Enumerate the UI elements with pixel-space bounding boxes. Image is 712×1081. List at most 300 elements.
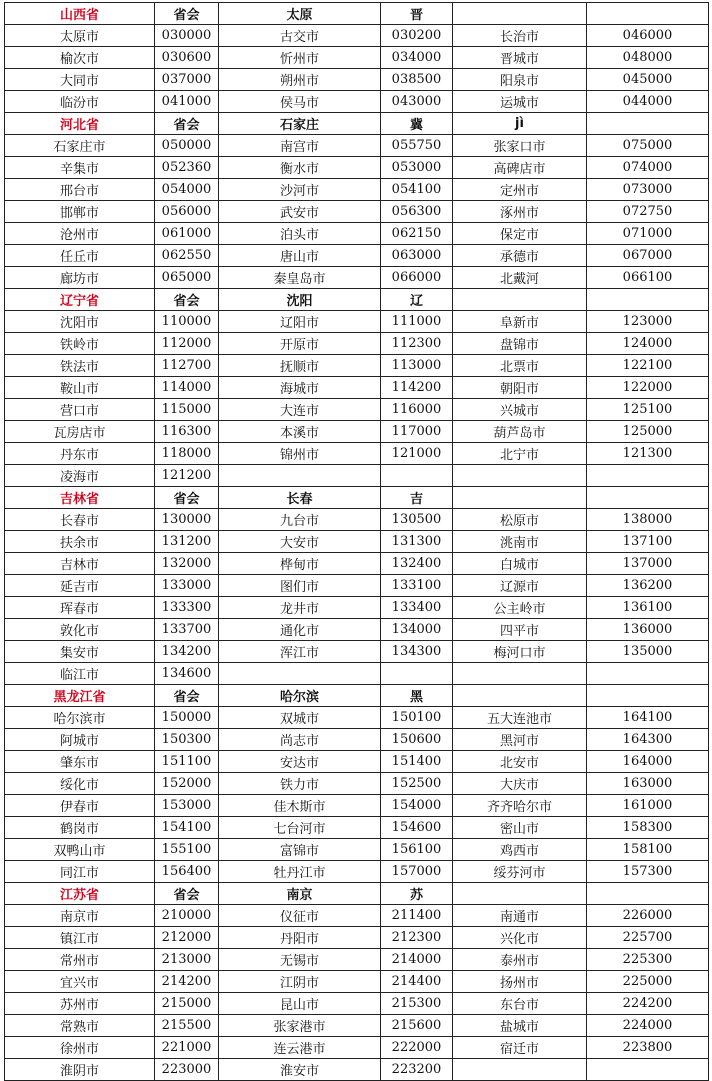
postal-code-cell: 055750 [381,135,453,157]
postal-code-cell: 041000 [155,91,219,113]
postal-code-cell: 030600 [155,47,219,69]
city-name-cell: 尚志市 [219,729,381,751]
city-name-cell: 仪征市 [219,905,381,927]
city-name-cell: 宿迁市 [453,1037,587,1059]
abbreviation-pinyin [453,487,587,509]
table-row [5,905,709,927]
postal-code-cell: 066000 [381,267,453,289]
city-name-cell: 白城市 [453,553,587,575]
postal-code-cell: 114000 [155,377,219,399]
postal-code-cell: 116300 [155,421,219,443]
city-name-cell: 秦皇岛市 [219,267,381,289]
city-name-cell: 泊头市 [219,223,381,245]
city-name-cell: 运城市 [453,91,587,113]
postal-code-cell: 164100 [587,707,709,729]
capital-name: 石家庄 [219,113,381,135]
city-name-cell: 肇东市 [5,751,155,773]
table-row [5,597,709,619]
postal-code-cell: 046000 [587,25,709,47]
province-header-row [5,883,709,905]
abbreviation-pinyin [453,883,587,905]
postal-code-cell: 161000 [587,795,709,817]
city-name-cell: 沧州市 [5,223,155,245]
city-name-cell: 浑江市 [219,641,381,663]
city-name-cell: 齐齐哈尔市 [453,795,587,817]
city-name-cell: 大安市 [219,531,381,553]
postal-code-cell: 113000 [381,355,453,377]
postal-code-cell: 212000 [155,927,219,949]
city-name-cell: 侯马市 [219,91,381,113]
province-abbreviation: 黑 [381,685,453,707]
postal-code-cell: 056000 [155,201,219,223]
city-name-cell: 徐州市 [5,1037,155,1059]
table-row [5,311,709,333]
city-name-cell: 图们市 [219,575,381,597]
postal-code-cell: 157300 [587,861,709,883]
city-name-cell: 葫芦岛市 [453,421,587,443]
postal-code-cell: 056300 [381,201,453,223]
postal-code-cell: 215500 [155,1015,219,1037]
capital-label: 省会 [155,113,219,135]
city-name-cell: 梅河口市 [453,641,587,663]
table-row [5,399,709,421]
province-name: 辽宁省 [5,289,155,311]
postal-code-cell: 224000 [587,1015,709,1037]
postal-code-cell: 074000 [587,157,709,179]
postal-code-cell: 157000 [381,861,453,883]
city-name-cell: 七台河市 [219,817,381,839]
postal-code-cell: 150600 [381,729,453,751]
capital-label: 省会 [155,3,219,25]
city-name-cell: 榆次市 [5,47,155,69]
postal-code-cell: 117000 [381,421,453,443]
city-name-cell: 凌海市 [5,465,155,487]
city-name-cell: 公主岭市 [453,597,587,619]
table-row [5,509,709,531]
postal-code-cell: 223000 [155,1059,219,1081]
postal-code-cell: 221000 [155,1037,219,1059]
table-row [5,443,709,465]
table-row [5,839,709,861]
postal-code-cell: 075000 [587,135,709,157]
city-name-cell: 鸡西市 [453,839,587,861]
city-name-cell: 北安市 [453,751,587,773]
postal-code-cell: 110000 [155,311,219,333]
postal-code-cell: 150000 [155,707,219,729]
capital-name: 太原 [219,3,381,25]
postal-code-cell: 211400 [381,905,453,927]
postal-code-cell: 112000 [155,333,219,355]
city-name-cell: 阜新市 [453,311,587,333]
province-header-row [5,113,709,135]
postal-code-cell: 156100 [381,839,453,861]
city-name-cell: 涿州市 [453,201,587,223]
city-name-cell: 牡丹江市 [219,861,381,883]
city-name-cell: 安达市 [219,751,381,773]
city-name-cell: 瓦房店市 [5,421,155,443]
table-row [5,707,709,729]
postal-code-cell: 121000 [381,443,453,465]
city-name-cell: 南宫市 [219,135,381,157]
table-row [5,553,709,575]
city-name-cell: 临江市 [5,663,155,685]
province-name: 江苏省 [5,883,155,905]
postal-code-cell: 154000 [381,795,453,817]
city-name-cell: 海城市 [219,377,381,399]
city-name-cell: 大同市 [5,69,155,91]
table-row [5,25,709,47]
postal-code-cell: 131200 [155,531,219,553]
postal-code-cell: 044000 [587,91,709,113]
table-row [5,993,709,1015]
city-name-cell: 扶余市 [5,531,155,553]
postal-code-cell: 134600 [155,663,219,685]
postal-code-cell: 155100 [155,839,219,861]
city-name-cell: 廊坊市 [5,267,155,289]
empty-cell [587,487,709,509]
city-name-cell: 承德市 [453,245,587,267]
postal-code-cell: 137100 [587,531,709,553]
postal-code-cell: 050000 [155,135,219,157]
city-name-cell: 龙井市 [219,597,381,619]
postal-code-cell: 135000 [587,641,709,663]
postal-code-cell: 133100 [381,575,453,597]
city-name-cell: 大庆市 [453,773,587,795]
postal-code-cell: 163000 [587,773,709,795]
city-name-cell: 哈尔滨市 [5,707,155,729]
city-name-cell: 长春市 [5,509,155,531]
capital-name: 南京 [219,883,381,905]
city-name-cell: 南京市 [5,905,155,927]
city-name-cell: 昆山市 [219,993,381,1015]
province-header-row [5,289,709,311]
city-name-cell: 铁法市 [5,355,155,377]
city-name-cell: 沈阳市 [5,311,155,333]
city-name-cell: 洮南市 [453,531,587,553]
postal-code-cell: 214400 [381,971,453,993]
postal-code-cell: 053000 [381,157,453,179]
postal-code-cell: 214000 [381,949,453,971]
postal-code-table [4,2,709,1081]
postal-code-cell: 134200 [155,641,219,663]
city-name-cell: 江阴市 [219,971,381,993]
postal-code-cell: 212300 [381,927,453,949]
province-abbreviation: 晋 [381,3,453,25]
city-name-cell: 北宁市 [453,443,587,465]
postal-code-cell: 071000 [587,223,709,245]
city-name-cell: 定州市 [453,179,587,201]
city-name-cell: 盐城市 [453,1015,587,1037]
postal-code-cell: 153000 [155,795,219,817]
postal-code-cell: 062550 [155,245,219,267]
postal-code-cell: 131300 [381,531,453,553]
table-row [5,377,709,399]
postal-code-cell: 136100 [587,597,709,619]
postal-code-cell: 137000 [587,553,709,575]
postal-code-cell: 072750 [587,201,709,223]
postal-code-cell: 138000 [587,509,709,531]
city-name-cell: 古交市 [219,25,381,47]
table-row [5,1037,709,1059]
empty-cell [587,883,709,905]
city-name-cell: 鹤岗市 [5,817,155,839]
postal-code-cell: 125100 [587,399,709,421]
city-name-cell: 临汾市 [5,91,155,113]
city-name-cell: 四平市 [453,619,587,641]
city-name-cell: 镇江市 [5,927,155,949]
postal-code-cell: 225300 [587,949,709,971]
city-name-cell: 石家庄市 [5,135,155,157]
postal-code-cell: 226000 [587,905,709,927]
postal-code-cell: 067000 [587,245,709,267]
table-row [5,47,709,69]
postal-code-cell: 112300 [381,333,453,355]
empty-cell [587,3,709,25]
city-name-cell: 泰州市 [453,949,587,971]
postal-code-cell: 122000 [587,377,709,399]
city-name-cell: 张家港市 [219,1015,381,1037]
postal-code-cell: 225700 [587,927,709,949]
abbreviation-pinyin [453,3,587,25]
city-name-cell: 本溪市 [219,421,381,443]
postal-code-cell: 222000 [381,1037,453,1059]
city-name-cell: 常州市 [5,949,155,971]
province-header-row [5,3,709,25]
city-name-cell: 晋城市 [453,47,587,69]
postal-code-cell: 158300 [587,817,709,839]
city-name-cell: 兴城市 [453,399,587,421]
abbreviation-pinyin [453,289,587,311]
capital-name: 哈尔滨 [219,685,381,707]
city-name-cell: 丹东市 [5,443,155,465]
postal-code-cell: 215600 [381,1015,453,1037]
table-row [5,861,709,883]
postal-code-cell: 111000 [381,311,453,333]
city-name-cell: 张家口市 [453,135,587,157]
table-row [5,179,709,201]
city-name-cell: 淮安市 [219,1059,381,1081]
postal-code-cell: 061000 [155,223,219,245]
capital-label: 省会 [155,685,219,707]
table-row [5,641,709,663]
postal-code-cell: 054000 [155,179,219,201]
postal-code-cell: 030000 [155,25,219,47]
postal-code-cell: 134300 [381,641,453,663]
city-name-cell [219,465,381,487]
province-name: 吉林省 [5,487,155,509]
postal-code-cell: 223200 [381,1059,453,1081]
postal-code-cell: 213000 [155,949,219,971]
postal-code-cell: 215000 [155,993,219,1015]
postal-code-cell: 151100 [155,751,219,773]
postal-code-cell: 112700 [155,355,219,377]
city-name-cell: 沙河市 [219,179,381,201]
postal-code-cell: 116000 [381,399,453,421]
postal-code-cell: 136000 [587,619,709,641]
capital-name: 长春 [219,487,381,509]
postal-code-cell: 152000 [155,773,219,795]
postal-code-cell: 150100 [381,707,453,729]
postal-code-cell: 223800 [587,1037,709,1059]
table-row [5,531,709,553]
postal-code-cell [587,663,709,685]
table-row [5,421,709,443]
province-header-row [5,487,709,509]
city-name-cell: 阿城市 [5,729,155,751]
city-name-cell: 松原市 [453,509,587,531]
city-name-cell: 营口市 [5,399,155,421]
city-name-cell: 任丘市 [5,245,155,267]
table-row [5,949,709,971]
postal-code-cell: 210000 [155,905,219,927]
city-name-cell: 大连市 [219,399,381,421]
table-row [5,355,709,377]
postal-code-cell: 164300 [587,729,709,751]
city-name-cell: 朔州市 [219,69,381,91]
table-row [5,245,709,267]
table-row [5,267,709,289]
province-abbreviation: 苏 [381,883,453,905]
city-name-cell: 淮阴市 [5,1059,155,1081]
table-row [5,773,709,795]
postal-code-cell: 132400 [381,553,453,575]
table-row [5,223,709,245]
empty-cell [587,685,709,707]
postal-code-cell: 215300 [381,993,453,1015]
postal-code-cell: 133300 [155,597,219,619]
city-name-cell: 桦甸市 [219,553,381,575]
city-name-cell: 抚顺市 [219,355,381,377]
province-abbreviation: 冀 [381,113,453,135]
postal-code-cell: 124000 [587,333,709,355]
city-name-cell: 北票市 [453,355,587,377]
postal-code-cell: 152500 [381,773,453,795]
table-row [5,465,709,487]
postal-code-cell: 156400 [155,861,219,883]
city-name-cell: 忻州市 [219,47,381,69]
postal-code-cell: 037000 [155,69,219,91]
table-row [5,663,709,685]
city-name-cell: 高碑店市 [453,157,587,179]
abbreviation-pinyin: jì [453,113,587,135]
city-name-cell: 武安市 [219,201,381,223]
table-row [5,333,709,355]
postal-code-cell: 133000 [155,575,219,597]
city-name-cell: 唐山市 [219,245,381,267]
city-name-cell: 辛集市 [5,157,155,179]
postal-code-cell: 158100 [587,839,709,861]
city-name-cell: 盘锦市 [453,333,587,355]
city-name-cell: 邢台市 [5,179,155,201]
postal-code-cell: 225000 [587,971,709,993]
province-abbreviation: 辽 [381,289,453,311]
city-name-cell: 铁力市 [219,773,381,795]
city-name-cell: 宜兴市 [5,971,155,993]
table-row [5,135,709,157]
city-name-cell: 常熟市 [5,1015,155,1037]
postal-code-cell: 043000 [381,91,453,113]
table-row [5,971,709,993]
city-name-cell: 辽源市 [453,575,587,597]
postal-code-cell: 038500 [381,69,453,91]
table-row [5,157,709,179]
table-row [5,751,709,773]
city-name-cell: 黑河市 [453,729,587,751]
city-name-cell: 绥芬河市 [453,861,587,883]
city-name-cell: 双鸭山市 [5,839,155,861]
city-name-cell: 兴化市 [453,927,587,949]
empty-cell [587,289,709,311]
postal-code-cell: 123000 [587,311,709,333]
table-row [5,817,709,839]
postal-code-cell: 030200 [381,25,453,47]
city-name-cell: 九台市 [219,509,381,531]
capital-name: 沈阳 [219,289,381,311]
postal-code-cell: 125000 [587,421,709,443]
postal-code-cell: 134000 [381,619,453,641]
city-name-cell: 通化市 [219,619,381,641]
city-name-cell: 太原市 [5,25,155,47]
postal-code-cell: 034000 [381,47,453,69]
city-name-cell: 鞍山市 [5,377,155,399]
province-header-row [5,685,709,707]
province-name: 山西省 [5,3,155,25]
postal-code-cell: 065000 [155,267,219,289]
postal-code-cell [381,465,453,487]
postal-code-cell: 114200 [381,377,453,399]
province-abbreviation: 吉 [381,487,453,509]
postal-code-cell: 118000 [155,443,219,465]
postal-code-cell: 052360 [155,157,219,179]
city-name-cell: 苏州市 [5,993,155,1015]
province-name: 黑龙江省 [5,685,155,707]
city-name-cell: 佳木斯市 [219,795,381,817]
city-name-cell: 集安市 [5,641,155,663]
city-name-cell [453,465,587,487]
city-name-cell: 密山市 [453,817,587,839]
city-name-cell: 辽阳市 [219,311,381,333]
postal-code-table-body [5,3,709,1081]
postal-code-cell: 115000 [155,399,219,421]
postal-code-cell: 150300 [155,729,219,751]
city-name-cell: 珲春市 [5,597,155,619]
postal-code-cell: 224200 [587,993,709,1015]
postal-code-cell: 048000 [587,47,709,69]
postal-code-cell: 133700 [155,619,219,641]
city-name-cell: 锦州市 [219,443,381,465]
postal-code-cell: 121300 [587,443,709,465]
city-name-cell: 伊春市 [5,795,155,817]
city-name-cell: 吉林市 [5,553,155,575]
postal-code-cell: 122100 [587,355,709,377]
postal-code-cell: 063000 [381,245,453,267]
table-row [5,91,709,113]
abbreviation-pinyin [453,685,587,707]
postal-code-cell: 214200 [155,971,219,993]
empty-cell [587,113,709,135]
postal-code-cell: 132000 [155,553,219,575]
city-name-cell: 东台市 [453,993,587,1015]
postal-code-cell: 133400 [381,597,453,619]
city-name-cell: 绥化市 [5,773,155,795]
table-row [5,201,709,223]
city-name-cell: 铁岭市 [5,333,155,355]
capital-label: 省会 [155,487,219,509]
city-name-cell [453,1059,587,1081]
city-name-cell: 邯郸市 [5,201,155,223]
capital-label: 省会 [155,883,219,905]
table-row [5,69,709,91]
